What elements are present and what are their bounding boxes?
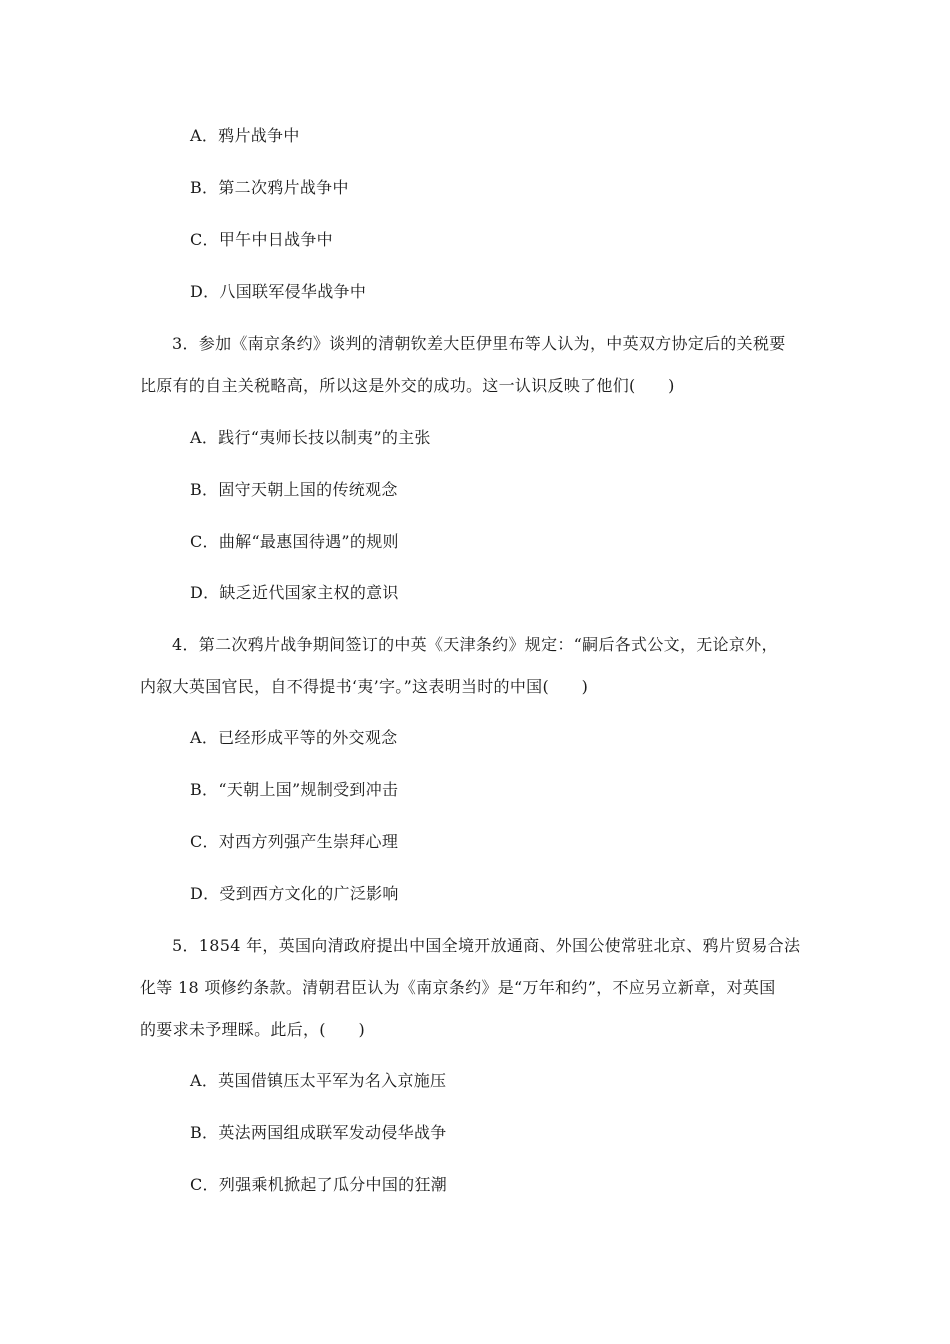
q4-option-d: D．受到西方文化的广泛影响: [190, 884, 399, 903]
q3-option-b: B．固守天朝上国的传统观念: [190, 480, 398, 499]
q5-stem-line-2: 化等 18 项修约条款。清朝君臣认为《南京条约》是“万年和约”，不应另立新章，对英国: [140, 978, 776, 997]
q3-option-d: D．缺乏近代国家主权的意识: [190, 583, 399, 602]
q4-stem-line-1: 4．第二次鸦片战争期间签订的中英《天津条约》规定：“嗣后各式公文，无论京外，: [172, 635, 778, 654]
q3-stem-line-1: 3．参加《南京条约》谈判的清朝钦差大臣伊里布等人认为，中英双方协定后的关税要: [172, 334, 786, 353]
q4-stem-line-2: 内叙大英国官民，自不得提书‘夷’字。”这表明当时的中国( ): [140, 677, 589, 696]
q5-option-a: A．英国借镇压太平军为名入京施压: [190, 1071, 447, 1090]
q3-option-c: C．曲解“最惠国待遇”的规则: [190, 532, 399, 551]
q5-option-b: B．英法两国组成联军发动侵华战争: [190, 1123, 447, 1142]
q2-option-d: D．八国联军侵华战争中: [190, 282, 367, 301]
q5-option-c: C．列强乘机掀起了瓜分中国的狂潮: [190, 1175, 448, 1194]
q2-option-c: C．甲午中日战争中: [190, 230, 333, 249]
q4-option-b: B．“天朝上国”规制受到冲击: [190, 780, 399, 799]
q3-stem-line-2: 比原有的自主关税略高，所以这是外交的成功。这一认识反映了他们( ): [140, 376, 675, 395]
q4-option-a: A．已经形成平等的外交观念: [190, 728, 398, 747]
q4-option-c: C．对西方列强产生崇拜心理: [190, 832, 399, 851]
q3-option-a: A．践行“夷师长技以制夷”的主张: [190, 428, 431, 447]
q2-option-b: B．第二次鸦片战争中: [190, 178, 349, 197]
q5-stem-line-3: 的要求未予理睬。此后，( ): [140, 1020, 365, 1039]
q2-option-a: A．鸦片战争中: [190, 126, 300, 145]
q5-stem-line-1: 5．1854 年，英国向清政府提出中国全境开放通商、外国公使常驻北京、鸦片贸易合法: [172, 936, 801, 955]
